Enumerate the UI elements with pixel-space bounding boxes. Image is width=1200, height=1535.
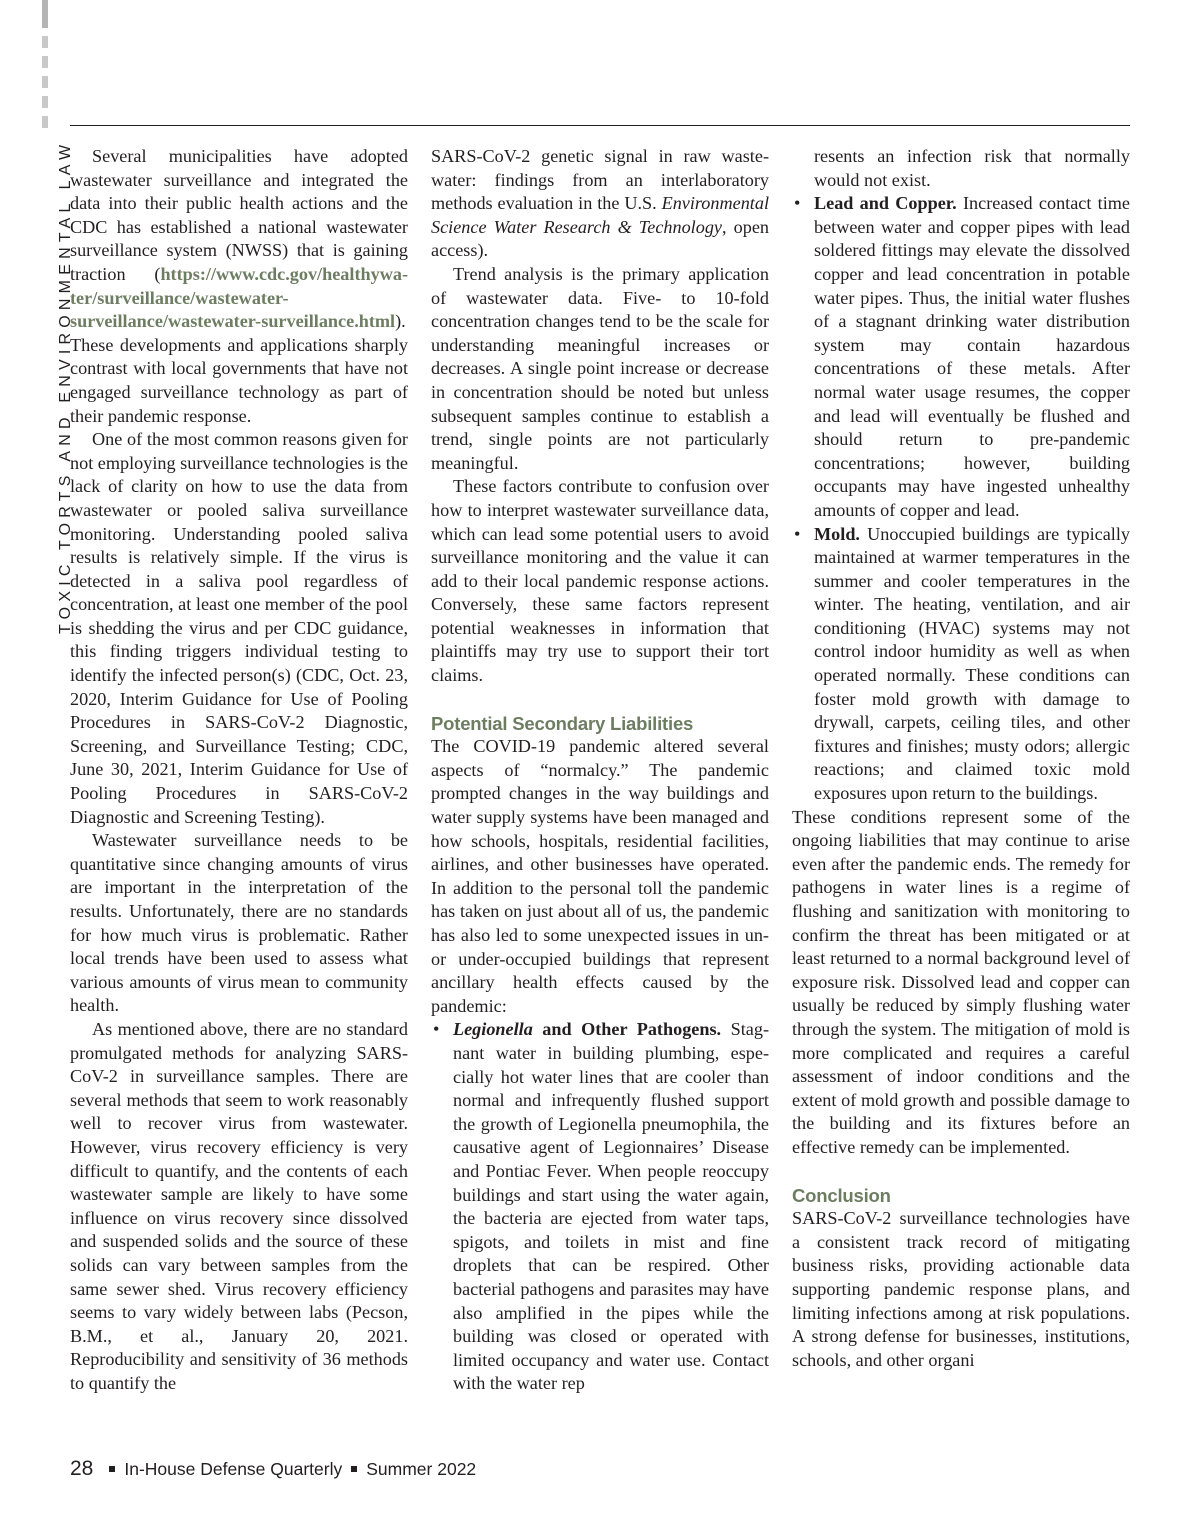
paragraph: [70, 145, 408, 428]
square-bullet-icon: [351, 1466, 357, 1472]
square-bullet-icon: [109, 1466, 115, 1472]
list-item-continued: [792, 145, 1130, 192]
paragraph: Trend analysis is the primary application of wastewater data. Five- to 10-fold concentration changes tend to be the scale for understanding meaningful increases or decreases. A single point increase or decrease in concentration should be noted but unless subsequent samples continue to establish a trend, single points are not particularly meaningful.: [431, 263, 769, 473]
paragraph: SARS-CoV-2 surveillance technologies have a consistent track record of mitigating business risks, providing actionable data supporting pandemic response plans, and limiting infections among at risk populations. A strong defense for businesses, institutions, schools, and other organi: [792, 1208, 1130, 1370]
list-item-legionella: [431, 1018, 769, 1396]
margin-decoration: [42, 0, 48, 130]
margin-dash: [42, 96, 48, 108]
column-1: [70, 145, 408, 1395]
paragraph: The COVID-19 pandemic altered several aspects of “normalcy.” The pandemic prompted changes in the way buildings and water supply systems have been managed and how schools, hospitals, residential facilities, airlines, and other businesses have operated. In addition to the personal toll the pandemic has taken on just about all of us, the pandemic has also led to some unexpected issues in un- or under-occupied buildings that represent ancillary health effects caused by the pandemic:: [431, 736, 769, 1016]
column-3: [792, 145, 1130, 1372]
paragraph: Wastewater surveillance needs to be quantitative since changing amounts of virus are important in the interpretation of the results. Unfortunately, there are no standards for how much virus is problematic. Rather local trends have been used to assess what various amounts of virus mean to community health.: [70, 830, 408, 1016]
bullet-list: [431, 1018, 769, 1396]
paragraph: [431, 145, 769, 263]
issue-date: Summer 2022: [366, 1459, 477, 1479]
paragraph: As mentioned above, there are no standard promulgated methods for analyzing SARS-CoV-2 in surveillance samples. There are several methods that seem to work reasonably well to recover virus from wastewater. However, virus recovery efficiency is very difficult to quantify, and the contents of each wastewater sample are likely to have some influence on virus recovery since dissolved and suspended solids and the source of these solids can vary between samples from the same sewer shed. Virus recovery efficiency seems to vary widely between labs (Pecson, B.M., et al., January 20, 2021. Reproducibility and sensitivity of 36 methods to quantify the: [70, 1018, 408, 1393]
list-item-term: and Other Pathogens.: [532, 1019, 722, 1040]
margin-dash: [42, 116, 48, 128]
list-item-term: Mold.: [814, 523, 860, 544]
margin-dash: [42, 36, 48, 48]
list-item-text: Unoccupied buildings are typically maintained at warmer temperatures in the summer and cooler temperatures in the winter. The heating, ventilation, and air conditioning (HVAC) systems may not control indoor humidity as well as when operated normally. These conditions can foster mold growth with damage to drywall, carpets, ceiling tiles, and other fixtures and finishes; musty odors; allergic reactions; and claimed toxic mold exposures upon return to the buildings.: [814, 523, 1130, 804]
margin-dash: [42, 76, 48, 88]
list-item-term: Legionella: [453, 1019, 533, 1040]
section-heading-conclusion: Conclusion: [792, 1184, 891, 1206]
list-item-text: Increased contact time between water and copper pipes with lead soldered fittings may elevate the dissolved copper and lead concentration in potable water pipes. Thus, the initial water flushes of a stagnant drinking water distribution system may contain hazardous concentrations of these metals. After normal water usage resumes, the copper and lead will eventually be flushed and should return to pre-pandemic concentrations; however, building occupants may have ingested unhealthy amounts of copper and lead.: [814, 193, 1130, 520]
column-2: [431, 145, 769, 1396]
page-number: 28: [70, 1457, 94, 1480]
page-footer: [70, 1457, 476, 1481]
journal-title: Environmental Science Water Research & Technology: [431, 193, 769, 237]
bullet-list: [792, 145, 1130, 806]
paragraph-text: , open access).: [431, 216, 769, 261]
list-item-term: Lead and Copper.: [814, 193, 957, 214]
paragraph-text: Several municipalities have adopted wastewater surveillance and integrated the data into their public health actions and the CDC has established a national wastewater surveillance system (NWSS) that is gaining traction (: [70, 146, 408, 284]
list-item-mold: [792, 523, 1130, 806]
paragraph: These factors contribute to confusion over how to interpret wastewater surveillance data, which can lead some potential users to avoid surveillance monitoring and the value it can add to their local pandemic response actions. Conversely, these same factors represent potential weaknesses in information that plaintiffs may try use to support their tort claims.: [431, 476, 769, 686]
list-item-text: resents an infection risk that normally would not exist.: [814, 146, 1130, 190]
paragraph-text: SARS-CoV-2 genetic signal in raw wastewater: findings from an interlaboratory methods evaluation in the U.S.: [431, 146, 769, 214]
paragraph: These conditions represent some of the ongoing liabilities that may continue to arise even after the pandemic ends. The remedy for pathogens in water lines is a regime of flushing and sanitization with monitoring to confirm the threat has been mitigated or at least returned to a normal background level of exposure risk. Dissolved lead and copper can usually be reduced by simply flushing water through the system. The mitigation of mold is more complicated and requires a careful assessment of indoor conditions and the extent of mold growth and possible damage to the building and its fixtures before an effective remedy can be implemented.: [792, 806, 1130, 1157]
cdc-nwss-link[interactable]: https://www.cdc.gov/healthywater/surveillance/wastewater-surveillance/wastewater-surveillance.html: [70, 263, 408, 332]
publication-name: In-House Defense Quarterly: [124, 1459, 343, 1479]
list-item-lead-copper: [792, 192, 1130, 522]
margin-dash: [42, 56, 48, 68]
section-side-label: TOXIC TORTS AND ENVIRONMENTAL LAW: [57, 139, 74, 634]
list-item-text: Stagnant water in building plumbing, especially hot water lines that are cooler than normal and infrequently flushed support the growth of Legionella pneumophila, the causative agent of Legionnaires’ Disease and Pontiac Fever. When people reoccupy buildings and start using the water again, the bacteria are ejected from water taps, spigots, and toilets in mist and fine droplets that can be respired. Other bacterial pathogens and parasites may have also amplified in the pipes while the building was closed or operated with limited occupancy and water use. Contact with the water rep: [453, 1019, 769, 1394]
section-heading-secondary-liabilities: Potential Secondary Liabilities: [431, 712, 694, 734]
paragraph-text: ). These developments and applications sharply contrast with local governments that have not engaged surveillance technology as part of their pandemic response.: [70, 311, 408, 426]
top-rule: [70, 125, 1130, 126]
margin-bar-top: [42, 0, 48, 28]
paragraph: One of the most common reasons given for not employing surveillance technologies is the lack of clarity on how to use the data from wastewater or pooled saliva surveillance monitoring. Understanding pooled saliva results is relatively simple. If the virus is detected in a saliva pool regardless of concentration, at least one member of the pool is shedding the virus and per CDC guidance, this finding triggers individual testing to identify the infected person(s) (CDC, Oct. 23, 2020, Interim Guidance for Use of Pooling Procedures in SARS-CoV-2 Diagnostic, Screening, and Surveillance Testing; CDC, June 30, 2021, Interim Guidance for Use of Pooling Procedures in SARS-CoV-2 Diagnostic and Screening Testing).: [70, 429, 408, 827]
